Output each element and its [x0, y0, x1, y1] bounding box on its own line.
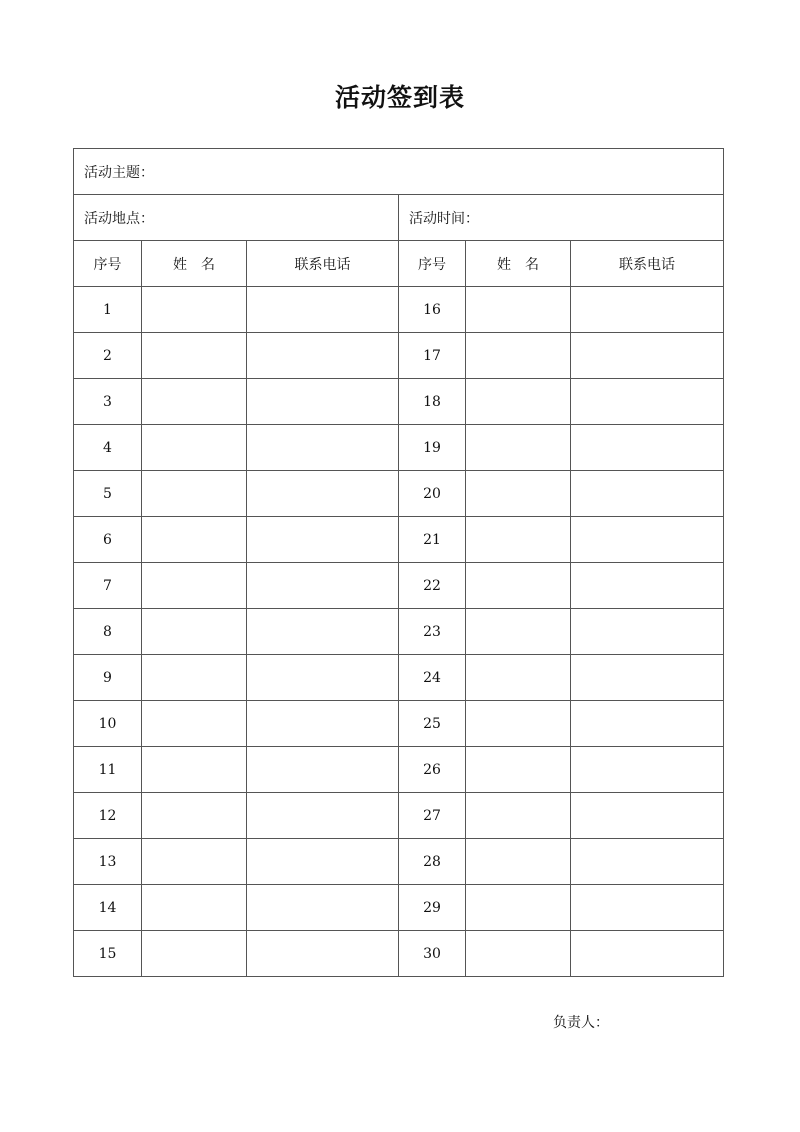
phone-cell[interactable]: [571, 517, 724, 563]
name-cell[interactable]: [466, 287, 571, 333]
name-cell[interactable]: [466, 931, 571, 977]
phone-cell[interactable]: [247, 655, 399, 701]
row-index: 11: [74, 747, 142, 793]
row-index: 2: [74, 333, 142, 379]
phone-cell[interactable]: [571, 287, 724, 333]
table-row: [74, 793, 724, 839]
table-row: [74, 471, 724, 517]
name-cell[interactable]: [142, 563, 247, 609]
time-field[interactable]: [399, 195, 724, 241]
row-index: 13: [74, 839, 142, 885]
name-cell[interactable]: [142, 517, 247, 563]
phone-cell[interactable]: [571, 793, 724, 839]
name-cell[interactable]: [142, 425, 247, 471]
row-index: 14: [74, 885, 142, 931]
phone-cell[interactable]: [571, 563, 724, 609]
row-index: 18: [399, 379, 466, 425]
phone-cell[interactable]: [571, 609, 724, 655]
name-cell[interactable]: [142, 747, 247, 793]
phone-cell[interactable]: [247, 333, 399, 379]
phone-cell[interactable]: [571, 471, 724, 517]
row-index: 19: [399, 425, 466, 471]
name-cell[interactable]: [142, 379, 247, 425]
row-index: 8: [74, 609, 142, 655]
row-index: 21: [399, 517, 466, 563]
row-index: 28: [399, 839, 466, 885]
topic-field[interactable]: [74, 149, 724, 195]
place-label: 活动地点：: [84, 210, 154, 227]
table-row: [74, 609, 724, 655]
phone-cell[interactable]: [247, 793, 399, 839]
table-row: [74, 517, 724, 563]
name-cell[interactable]: [466, 701, 571, 747]
phone-cell[interactable]: [571, 333, 724, 379]
name-cell[interactable]: [142, 609, 247, 655]
name-cell[interactable]: [142, 885, 247, 931]
name-cell[interactable]: [466, 563, 571, 609]
table-row: [74, 287, 724, 333]
phone-cell[interactable]: [247, 287, 399, 333]
table-row: [74, 701, 724, 747]
table-row: [74, 425, 724, 471]
phone-cell[interactable]: [247, 517, 399, 563]
phone-cell[interactable]: [247, 839, 399, 885]
name-cell[interactable]: [142, 287, 247, 333]
row-index: 22: [399, 563, 466, 609]
phone-cell[interactable]: [571, 701, 724, 747]
time-label: 活动时间：: [409, 210, 479, 227]
table-row: [74, 747, 724, 793]
phone-cell[interactable]: [571, 379, 724, 425]
header-phone: 联系电话: [571, 241, 724, 287]
responsible-person-label: 负责人：: [553, 1015, 609, 1031]
table-row: [74, 563, 724, 609]
phone-cell[interactable]: [247, 747, 399, 793]
row-index: 27: [399, 793, 466, 839]
phone-cell[interactable]: [247, 885, 399, 931]
row-index: 29: [399, 885, 466, 931]
phone-cell[interactable]: [571, 885, 724, 931]
row-index: 26: [399, 747, 466, 793]
name-cell[interactable]: [466, 333, 571, 379]
phone-cell[interactable]: [571, 839, 724, 885]
phone-cell[interactable]: [571, 655, 724, 701]
name-cell[interactable]: [466, 885, 571, 931]
row-index: 16: [399, 287, 466, 333]
name-cell[interactable]: [142, 931, 247, 977]
row-index: 3: [74, 379, 142, 425]
header-index: 序号: [74, 241, 142, 287]
phone-cell[interactable]: [247, 379, 399, 425]
phone-cell[interactable]: [571, 747, 724, 793]
name-cell[interactable]: [466, 655, 571, 701]
row-index: 4: [74, 425, 142, 471]
name-cell[interactable]: [142, 655, 247, 701]
row-index: 9: [74, 655, 142, 701]
phone-cell[interactable]: [247, 471, 399, 517]
place-field[interactable]: [74, 195, 399, 241]
header-phone: 联系电话: [247, 241, 399, 287]
page-title: 活动签到表: [334, 83, 465, 112]
name-cell[interactable]: [142, 471, 247, 517]
row-index: 6: [74, 517, 142, 563]
name-cell[interactable]: [466, 839, 571, 885]
name-cell[interactable]: [466, 609, 571, 655]
topic-label: 活动主题：: [84, 164, 154, 181]
phone-cell[interactable]: [247, 701, 399, 747]
row-index: 10: [74, 701, 142, 747]
header-name: 姓 名: [142, 241, 247, 287]
phone-cell[interactable]: [247, 563, 399, 609]
row-index: 5: [74, 471, 142, 517]
header-index: 序号: [399, 241, 466, 287]
row-index: 15: [74, 931, 142, 977]
row-index: 25: [399, 701, 466, 747]
table-row: [74, 839, 724, 885]
row-index: 20: [399, 471, 466, 517]
phone-cell[interactable]: [571, 425, 724, 471]
name-cell[interactable]: [466, 747, 571, 793]
name-cell[interactable]: [142, 333, 247, 379]
header-row: [74, 241, 724, 287]
name-cell[interactable]: [466, 517, 571, 563]
table-row: [74, 379, 724, 425]
row-index: 30: [399, 931, 466, 977]
name-cell[interactable]: [466, 425, 571, 471]
name-cell[interactable]: [466, 793, 571, 839]
row-index: 23: [399, 609, 466, 655]
phone-cell[interactable]: [247, 931, 399, 977]
row-index: 12: [74, 793, 142, 839]
row-index: 17: [399, 333, 466, 379]
table-row: [74, 333, 724, 379]
row-index: 24: [399, 655, 466, 701]
name-cell[interactable]: [142, 793, 247, 839]
phone-cell[interactable]: [247, 609, 399, 655]
phone-cell[interactable]: [571, 931, 724, 977]
row-index: 1: [74, 287, 142, 333]
table-row: [74, 885, 724, 931]
sign-in-table: [73, 148, 724, 977]
table-row: [74, 931, 724, 977]
name-cell[interactable]: [142, 701, 247, 747]
name-cell[interactable]: [466, 471, 571, 517]
phone-cell[interactable]: [247, 425, 399, 471]
table-row: [74, 655, 724, 701]
name-cell[interactable]: [466, 379, 571, 425]
name-cell[interactable]: [142, 839, 247, 885]
row-index: 7: [74, 563, 142, 609]
header-name: 姓 名: [466, 241, 571, 287]
